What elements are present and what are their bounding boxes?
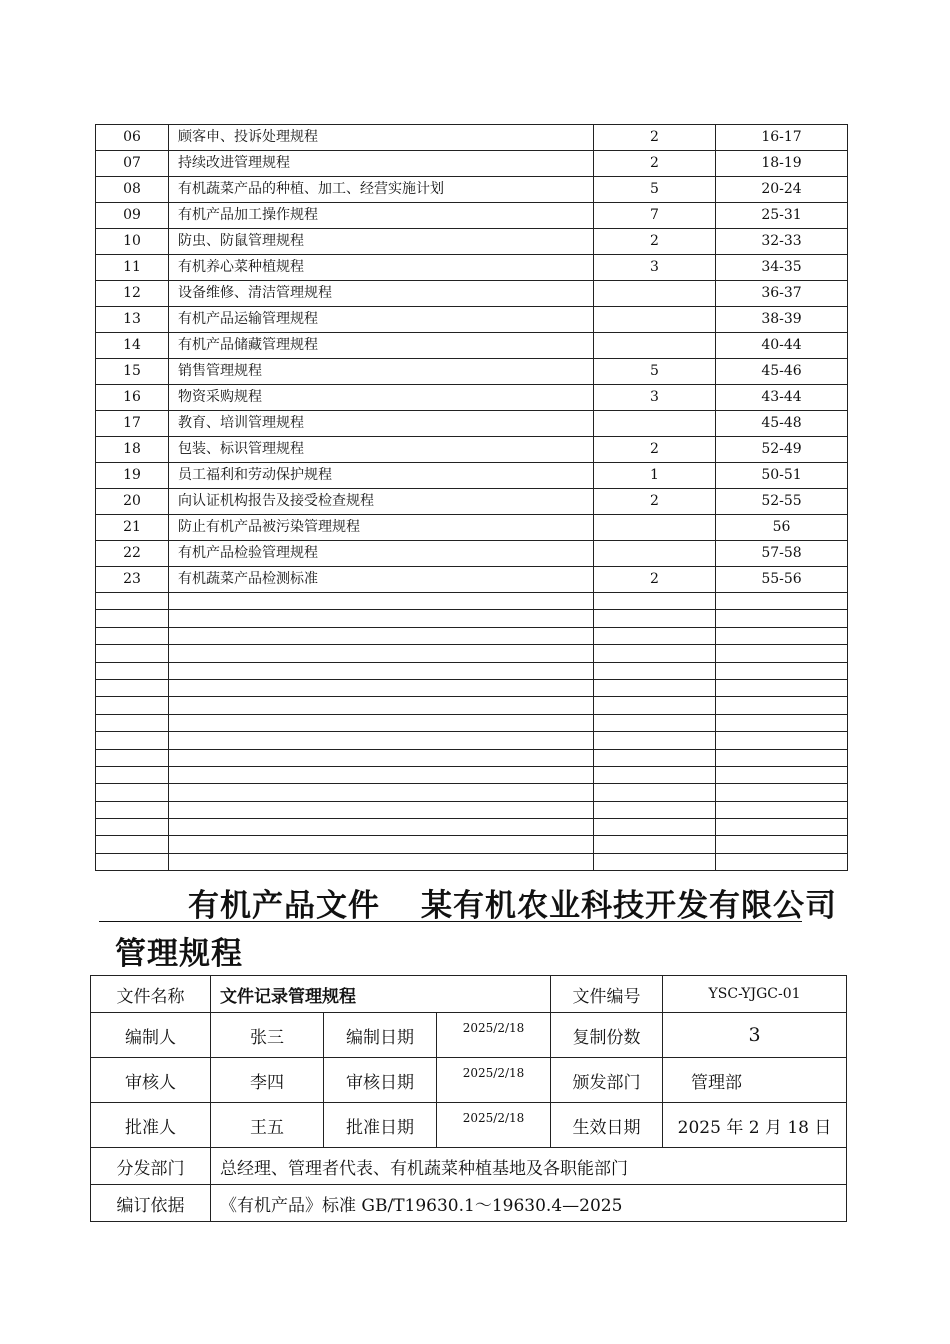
index-number-cell: 18 (96, 437, 169, 463)
index-number-cell: 20 (96, 489, 169, 515)
index-empty-row (96, 662, 848, 679)
effective-date-value: 2025 年 2 月 18 日 (663, 1103, 847, 1148)
info-row-author (91, 1013, 847, 1058)
index-row (96, 541, 848, 567)
copies-label: 复制份数 (551, 1013, 663, 1058)
index-empty-cell (96, 593, 169, 610)
author-date-value: 2025/2/18 (437, 1013, 551, 1058)
index-title-cell: 有机养心菜种植规程 (169, 255, 594, 281)
index-page-range-cell: 40-44 (716, 333, 848, 359)
index-pages-cell: 5 (594, 359, 716, 385)
index-title-cell: 有机产品运输管理规程 (169, 307, 594, 333)
index-empty-row (96, 853, 848, 870)
index-pages-cell (594, 411, 716, 437)
index-number-cell: 21 (96, 515, 169, 541)
index-row (96, 281, 848, 307)
doc-name-value: 文件记录管理规程 (211, 976, 551, 1013)
index-title-cell: 有机蔬菜产品的种植、加工、经营实施计划 (169, 177, 594, 203)
distribution-value: 总经理、管理者代表、有机蔬菜种植基地及各职能部门 (211, 1148, 847, 1185)
index-pages-cell (594, 515, 716, 541)
info-row-basis (91, 1185, 847, 1222)
index-empty-row (96, 679, 848, 696)
index-row (96, 333, 848, 359)
index-title-cell: 包装、标识管理规程 (169, 437, 594, 463)
index-pages-cell (594, 281, 716, 307)
index-page-range-cell: 34-35 (716, 255, 848, 281)
index-empty-cell (716, 732, 848, 749)
info-row-distribution (91, 1148, 847, 1185)
index-empty-cell (96, 662, 169, 679)
index-number-cell: 12 (96, 281, 169, 307)
index-empty-cell (96, 853, 169, 870)
index-empty-cell (169, 801, 594, 818)
index-number-cell: 16 (96, 385, 169, 411)
index-empty-cell (96, 714, 169, 731)
index-title-cell: 有机蔬菜产品检测标准 (169, 567, 594, 593)
index-pages-cell: 3 (594, 385, 716, 411)
index-empty-cell (716, 662, 848, 679)
index-empty-row (96, 610, 848, 627)
index-empty-cell (96, 645, 169, 662)
index-title-cell: 销售管理规程 (169, 359, 594, 385)
index-empty-cell (716, 819, 848, 836)
index-page-range-cell: 52-49 (716, 437, 848, 463)
index-number-cell: 13 (96, 307, 169, 333)
index-empty-cell (716, 645, 848, 662)
index-title-cell: 向认证机构报告及接受检查规程 (169, 489, 594, 515)
index-empty-cell (594, 801, 716, 818)
index-page-range-cell: 36-37 (716, 281, 848, 307)
info-row-doc-name (91, 976, 847, 1013)
index-empty-cell (96, 679, 169, 696)
index-empty-row (96, 784, 848, 801)
author-value: 张三 (211, 1013, 324, 1058)
index-empty-cell (716, 836, 848, 853)
index-empty-cell (169, 749, 594, 766)
document-subtitle: 管理规程 (115, 936, 243, 972)
index-empty-cell (169, 662, 594, 679)
index-title-cell: 有机产品加工操作规程 (169, 203, 594, 229)
index-title-cell: 防虫、防鼠管理规程 (169, 229, 594, 255)
index-page-range-cell: 45-46 (716, 359, 848, 385)
index-empty-cell (594, 662, 716, 679)
index-pages-cell: 5 (594, 177, 716, 203)
index-empty-row (96, 801, 848, 818)
index-empty-cell (716, 784, 848, 801)
index-row (96, 125, 848, 151)
index-number-cell: 06 (96, 125, 169, 151)
index-empty-cell (169, 645, 594, 662)
document-index-table (95, 124, 848, 871)
index-empty-cell (594, 732, 716, 749)
document-info-table (90, 975, 847, 1222)
index-number-cell: 09 (96, 203, 169, 229)
index-number-cell: 08 (96, 177, 169, 203)
index-empty-cell (716, 679, 848, 696)
index-pages-cell: 2 (594, 151, 716, 177)
document-category-title: 有机产品文件 (188, 888, 380, 924)
approve-date-label: 批准日期 (324, 1103, 437, 1148)
index-empty-cell (169, 732, 594, 749)
index-empty-cell (594, 593, 716, 610)
index-page-range-cell: 18-19 (716, 151, 848, 177)
index-empty-cell (594, 784, 716, 801)
info-row-reviewer (91, 1058, 847, 1103)
issue-dept-label: 颁发部门 (551, 1058, 663, 1103)
index-pages-cell (594, 541, 716, 567)
index-pages-cell (594, 307, 716, 333)
index-empty-cell (169, 593, 594, 610)
index-empty-row (96, 819, 848, 836)
index-empty-cell (169, 697, 594, 714)
index-empty-cell (96, 784, 169, 801)
author-label: 编制人 (91, 1013, 211, 1058)
index-empty-row (96, 645, 848, 662)
doc-name-label: 文件名称 (91, 976, 211, 1013)
basis-value: 《有机产品》标准 GB/T19630.1～19630.4—2025 (211, 1185, 847, 1222)
index-row (96, 437, 848, 463)
index-pages-cell: 2 (594, 125, 716, 151)
index-title-cell: 员工福利和劳动保护规程 (169, 463, 594, 489)
index-empty-cell (594, 645, 716, 662)
index-pages-cell: 2 (594, 229, 716, 255)
index-row (96, 411, 848, 437)
index-empty-cell (594, 766, 716, 783)
index-title-cell: 有机产品检验管理规程 (169, 541, 594, 567)
index-title-cell: 有机产品储藏管理规程 (169, 333, 594, 359)
index-empty-cell (169, 836, 594, 853)
approver-label: 批准人 (91, 1103, 211, 1148)
index-pages-cell: 3 (594, 255, 716, 281)
index-empty-cell (169, 610, 594, 627)
index-empty-row (96, 593, 848, 610)
index-empty-cell (169, 679, 594, 696)
index-empty-cell (716, 610, 848, 627)
index-empty-row (96, 714, 848, 731)
index-page-range-cell: 52-55 (716, 489, 848, 515)
effective-date-label: 生效日期 (551, 1103, 663, 1148)
info-row-approver (91, 1103, 847, 1148)
index-empty-cell (716, 801, 848, 818)
index-empty-cell (594, 714, 716, 731)
index-empty-cell (96, 749, 169, 766)
author-date-label: 编制日期 (324, 1013, 437, 1058)
approver-value: 王五 (211, 1103, 324, 1148)
index-empty-cell (716, 697, 848, 714)
distribution-label: 分发部门 (91, 1148, 211, 1185)
index-empty-row (96, 697, 848, 714)
index-empty-cell (716, 853, 848, 870)
index-pages-cell: 1 (594, 463, 716, 489)
review-date-value: 2025/2/18 (437, 1058, 551, 1103)
index-page-range-cell: 20-24 (716, 177, 848, 203)
index-table-body (96, 125, 848, 871)
index-page-range-cell: 50-51 (716, 463, 848, 489)
index-empty-row (96, 627, 848, 644)
index-empty-cell (169, 853, 594, 870)
index-row (96, 359, 848, 385)
index-empty-row (96, 749, 848, 766)
index-row (96, 307, 848, 333)
index-empty-cell (716, 593, 848, 610)
doc-no-label: 文件编号 (551, 976, 663, 1013)
index-empty-cell (716, 766, 848, 783)
index-empty-cell (96, 732, 169, 749)
index-empty-cell (594, 749, 716, 766)
index-empty-cell (594, 697, 716, 714)
index-row (96, 177, 848, 203)
index-empty-cell (594, 679, 716, 696)
index-empty-cell (96, 697, 169, 714)
index-empty-row (96, 766, 848, 783)
index-number-cell: 22 (96, 541, 169, 567)
index-row (96, 385, 848, 411)
index-pages-cell: 2 (594, 437, 716, 463)
index-title-cell: 防止有机产品被污染管理规程 (169, 515, 594, 541)
index-page-range-cell: 16-17 (716, 125, 848, 151)
index-page-range-cell: 38-39 (716, 307, 848, 333)
index-page-range-cell: 32-33 (716, 229, 848, 255)
index-page-range-cell: 43-44 (716, 385, 848, 411)
reviewer-label: 审核人 (91, 1058, 211, 1103)
index-empty-cell (96, 801, 169, 818)
index-empty-cell (96, 836, 169, 853)
index-title-cell: 教育、培训管理规程 (169, 411, 594, 437)
basis-label: 编订依据 (91, 1185, 211, 1222)
index-empty-cell (96, 819, 169, 836)
index-empty-row (96, 732, 848, 749)
index-empty-cell (594, 610, 716, 627)
index-number-cell: 10 (96, 229, 169, 255)
index-page-range-cell: 55-56 (716, 567, 848, 593)
index-empty-cell (594, 819, 716, 836)
index-row (96, 255, 848, 281)
index-empty-cell (96, 766, 169, 783)
index-number-cell: 15 (96, 359, 169, 385)
index-empty-cell (716, 749, 848, 766)
index-page-range-cell: 25-31 (716, 203, 848, 229)
index-empty-cell (169, 766, 594, 783)
index-empty-cell (96, 610, 169, 627)
index-row (96, 229, 848, 255)
review-date-label: 审核日期 (324, 1058, 437, 1103)
index-pages-cell: 2 (594, 489, 716, 515)
reviewer-value: 李四 (211, 1058, 324, 1103)
index-number-cell: 14 (96, 333, 169, 359)
index-empty-cell (594, 853, 716, 870)
issue-dept-value: 管理部 (663, 1058, 847, 1103)
index-page-range-cell: 57-58 (716, 541, 848, 567)
index-row (96, 203, 848, 229)
index-page-range-cell: 45-48 (716, 411, 848, 437)
index-row (96, 463, 848, 489)
index-empty-cell (594, 627, 716, 644)
copies-value: 3 (663, 1013, 847, 1058)
index-number-cell: 23 (96, 567, 169, 593)
index-pages-cell: 7 (594, 203, 716, 229)
index-row (96, 489, 848, 515)
index-title-cell: 物资采购规程 (169, 385, 594, 411)
approve-date-value: 2025/2/18 (437, 1103, 551, 1148)
doc-no-value: YSC-YJGC-01 (663, 976, 847, 1013)
index-empty-cell (594, 836, 716, 853)
index-row (96, 515, 848, 541)
index-row (96, 567, 848, 593)
index-empty-cell (169, 627, 594, 644)
index-number-cell: 19 (96, 463, 169, 489)
header-rule (99, 921, 802, 922)
index-pages-cell: 2 (594, 567, 716, 593)
company-name-title: 某有机农业科技开发有限公司 (421, 888, 837, 924)
index-title-cell: 持续改进管理规程 (169, 151, 594, 177)
index-pages-cell (594, 333, 716, 359)
index-empty-cell (96, 627, 169, 644)
index-title-cell: 设备维修、清洁管理规程 (169, 281, 594, 307)
index-number-cell: 17 (96, 411, 169, 437)
index-page-range-cell: 56 (716, 515, 848, 541)
index-empty-cell (169, 819, 594, 836)
index-row (96, 151, 848, 177)
index-number-cell: 07 (96, 151, 169, 177)
index-number-cell: 11 (96, 255, 169, 281)
index-empty-cell (169, 784, 594, 801)
index-empty-cell (716, 627, 848, 644)
index-empty-cell (169, 714, 594, 731)
index-title-cell: 顾客申、投诉处理规程 (169, 125, 594, 151)
index-empty-row (96, 836, 848, 853)
index-empty-cell (716, 714, 848, 731)
